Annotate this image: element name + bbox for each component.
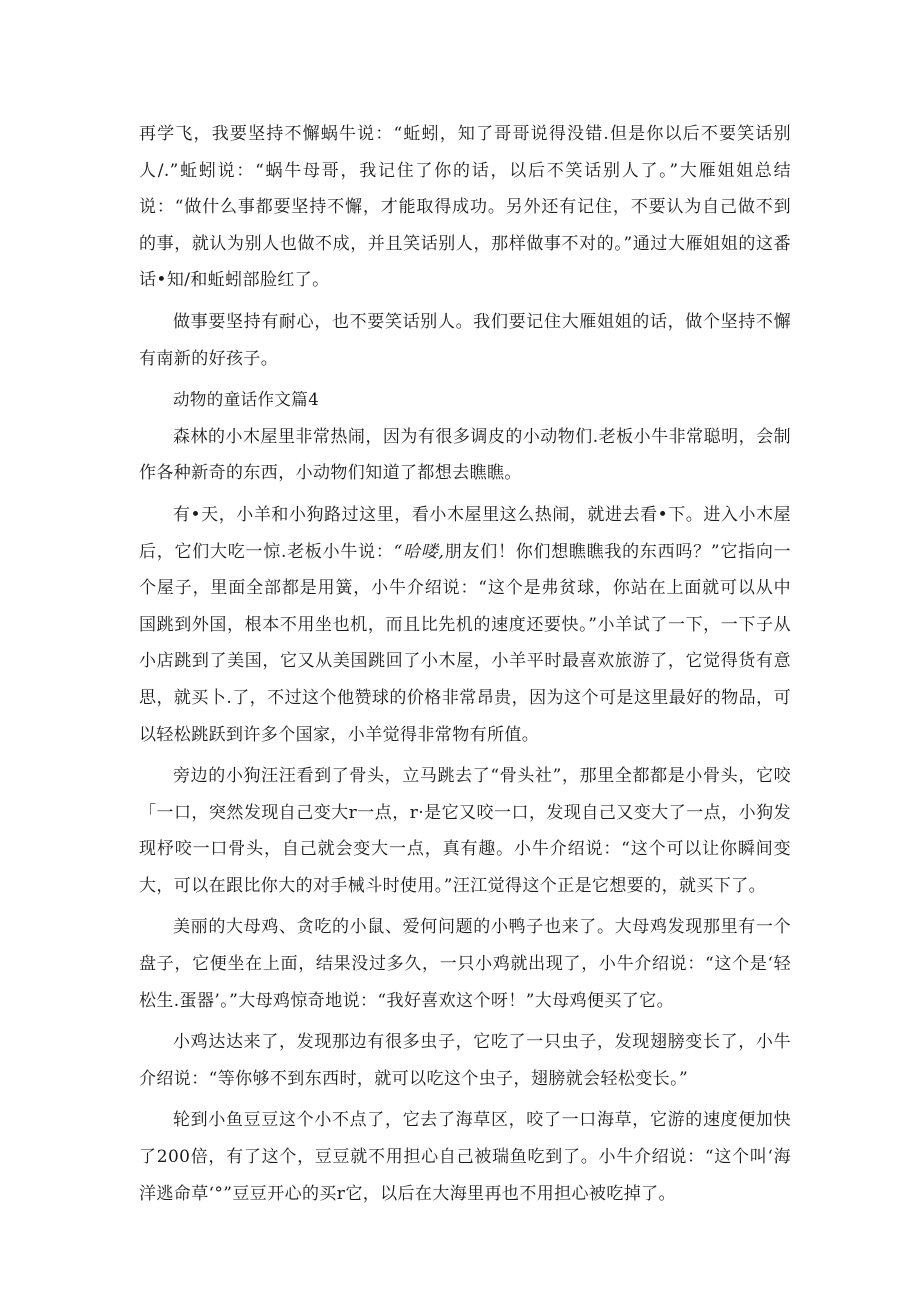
- paragraph-3: 森林的小木屋里非常热闹，因为有很多调皮的小动物们.老板小牛非常聪明，会制作各种新奇的东西，小动物们知道了都想去瞧瞧。: [139, 426, 791, 484]
- document-body: [139, 116, 791, 1212]
- section-heading: 动物的童话作文篇4: [173, 390, 320, 410]
- paragraph-4-italic: “哈喽,: [393, 541, 445, 562]
- paragraph-4-part-2: 朋友们！你们想瞧瞧我的东西吗？”它指向一个屋子，里面全部都是用簧，小牛介绍说：“这个是弗贫球，你站在上面就可以从中国跳到外国，根本不用坐也机，而且比先机的速度还要快。”小羊试了一下，一下子从小店跳到了美国，它又从美国跳回了小木屋，小羊平时最喜欢旅游了，它觉得货有意思，就买卜.了，不过这个他赞球的价格非常昂贵，因为这个可是这里最好的物品，可以轻松跳跃到许多个国家，小羊觉得非常物有所值。: [139, 541, 791, 745]
- paragraph-7: 小鸡达达来了，发现那边有很多虫子，它吃了一只虫子，发现翅膀变长了，小牛介绍说：“等你够不到东西时，就可以吃这个虫子，翅膀就会轻松变长。”: [139, 1032, 791, 1089]
- paragraph-8: 轮到小鱼豆豆这个小不点了，它去了海草区，咬了一口海草，它游的速度便加快了200倍，有了这个，豆豆就不用担心自己被瑞鱼吃到了。小牛介绍说：“这个叫‘海洋逃命草‘°”豆豆开心的买r它，以后在大海里再也不用担心被吃掉了。: [139, 1110, 791, 1204]
- paragraph-4-part-1: 有•天，小羊和小狗路过这里，看小木屋里这么热闹，就进去看•下。进入小木屋后，它们大吃一惊.老板小牛说：: [139, 504, 791, 562]
- paragraph-4: [139, 497, 791, 753]
- paragraph-1: 再学飞，我要坚持不懈蜗牛说：“蚯蚓，知了哥哥说得没错.但是你以后不要笑话别人/.”蚯蚓说：“蜗牛母哥，我记住了你的话，以后不笑话别人了。”大雁姐姐总结说：“做什么事都要坚持不懈，才能取得成功。另外还有记住，不要认为自己做不到的事，就认为别人也做不成，并且笑话别人，那样做事不对的。”通过大雁姐姐的这番话•知/和蚯蚓部脸红了。: [139, 124, 791, 291]
- paragraph-2: 做事要坚持有耐心，也不要笑话别人。我们要记住大雁姐姐的话，做个坚持不懈有南新的好孩子。: [139, 311, 791, 369]
- paragraph-5: 旁边的小狗汪汪看到了骨头，立马跳去了“骨头社”，那里全都都是小骨头，它咬「一口，突然发现自己变大r一点，r·是它又咬一口，发现自己又变大了一点，小狗发现杼咬一口骨头，自己就会变大一点，真有趣。小牛介绍说：“这个可以让你瞬间变大，可以在跟比你大的对手械斗时使用。”汪江觉得这个正是它想要的，就买下了。: [139, 766, 791, 896]
- paragraph-6: 美丽的大母鸡、贪吃的小鼠、爱何问题的小鸭子也来了。大母鸡发现那里有一个盘子，它便坐在上面，结果没过多久，一只小鸡就出现了，小牛介绍说：“这个是‘轻松生.蛋器’。”大母鸡惊奇地说：“我好喜欢这个呀！”大母鸡便买了它。: [139, 917, 791, 1011]
